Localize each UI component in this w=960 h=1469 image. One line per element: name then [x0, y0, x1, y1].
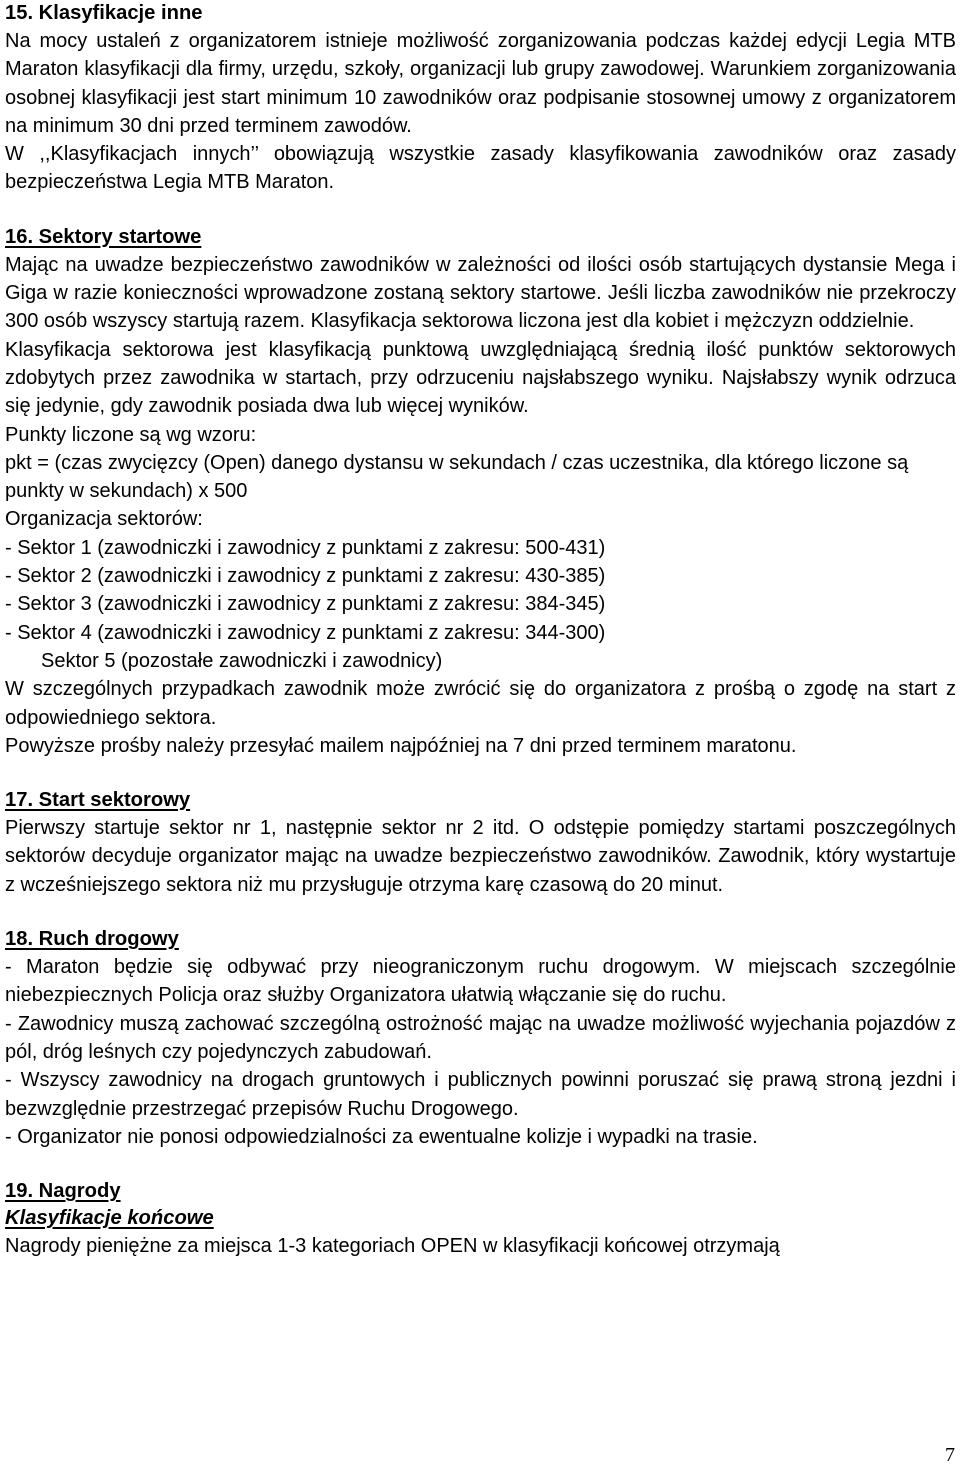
traffic-rule-item: - Organizator nie ponosi odpowiedzialności za ewentualne kolizje i wypadki na trasie. — [5, 1125, 758, 1148]
sector-list-item: - Sektor 4 (zawodniczki i zawodnicy z punktami z zakresu: 344-300) — [5, 621, 606, 644]
section-17-paragraph-1: Pierwszy startuje sektor nr 1, następnie sektor nr 2 itd. O odstępie pomiędzy startami poszczególnych sektorów decyduje organizator mając na uwadze bezpieczeństwo zawodników. Zawodnik, który wystartuje z wcześniejszego sektora niż mu przysługuje otrzyma karę czasową do 20 minut. — [5, 817, 956, 896]
section-16-formula-intro: Punkty liczone są wg wzoru: — [5, 423, 257, 446]
section-16-paragraph-7: Powyższe prośby należy przesyłać mailem najpóźniej na 7 dni przed terminem maratonu. — [5, 734, 797, 757]
sector-list-item: Sektor 5 (pozostałe zawodniczki i zawodnicy) — [41, 649, 443, 672]
document-page — [5, 0, 956, 1260]
section-16-title: 16. Sektory startowe — [5, 225, 202, 248]
section-15-title: 15. Klasyfikacje inne — [5, 2, 203, 24]
section-16-paragraph-1: Mając na uwadze bezpieczeństwo zawodników w zależności od ilości osób startujących dystansie Mega i Giga w razie konieczności wprowadzone zostaną sektory startowe. Jeśli liczba zawodników nie przekroczy 300 osób wszyscy startują razem. Klasyfikacja sektorowa liczona jest dla kobiet i mężczyzn oddzielnie. — [5, 253, 956, 333]
sector-list-item: - Sektor 1 (zawodniczki i zawodnicy z punktami z zakresu: 500-431) — [5, 536, 606, 559]
traffic-rule-item: - Zawodnicy muszą zachować szczególną ostrożność mając na uwadze możliwość wyjechania pojazdów z pól, dróg leśnych czy pojedynczych zabudowań. — [5, 1012, 956, 1063]
page-number: 7 — [945, 1444, 955, 1466]
section-19-subtitle: Klasyfikacje końcowe — [5, 1207, 214, 1230]
section-19-paragraph-1: Nagrody pieniężne za miejsca 1-3 kategoriach OPEN w klasyfikacji końcowej otrzymają — [5, 1235, 780, 1258]
section-15-paragraph-2: W ,,Klasyfikacjach innych’’ obowiązują wszystkie zasady klasyfikowania zawodników oraz zasady bezpieczeństwa Legia MTB Maraton. — [5, 143, 956, 194]
section-16-formula: pkt = (czas zwycięzcy (Open) danego dystansu w sekundach / czas uczestnika, dla którego liczone są punkty w sekundach) x 500 — [5, 451, 909, 503]
section-18-title: 18. Ruch drogowy — [5, 928, 179, 951]
section-16-paragraph-2: Klasyfikacja sektorowa jest klasyfikacją punktową uwzględniającą średnią ilość punktów sektorowych zdobytych przez zawodnika w startach, przy odrzuceniu najsłabszego wyniku. Najsłabszy wynik odrzuca się jedynie, gdy zawodnik posiada dwa lub więcej wyników. — [5, 338, 956, 418]
section-15-paragraph-1: Na mocy ustaleń z organizatorem istnieje możliwość zorganizowania podczas każdej edycji Legia MTB Maraton klasyfikacji dla firmy, urzędu, szkoły, organizacji lub grupy zawodowej. Warunkiem zorganizowania osobnej klasyfikacji jest start minimum 10 zawodników oraz podpisanie stosownej umowy z organizatorem na minimum 30 dni przed terminem zawodów. — [5, 30, 956, 137]
sector-list-item: - Sektor 2 (zawodniczki i zawodnicy z punktami z zakresu: 430-385) — [5, 565, 606, 588]
traffic-rule-item: - Wszyscy zawodnicy na drogach gruntowych i publicznych powinni poruszać się prawą stroną jezdni i bezwzględnie przestrzegać przepisów Ruchu Drogowego. — [5, 1069, 956, 1120]
sector-list-item: - Sektor 3 (zawodniczki i zawodnicy z punktami z zakresu: 384-345) — [5, 593, 606, 616]
traffic-rule-item: - Maraton będzie się odbywać przy nieograniczonym ruchu drogowym. W miejscach szczególnie niebezpiecznych Policja oraz służby Organizatora ułatwią włączanie się do ruchu. — [5, 956, 956, 1007]
section-17-title: 17. Start sektorowy — [5, 789, 191, 812]
section-16-paragraph-6: W szczególnych przypadkach zawodnik może zwrócić się do organizatora z prośbą o zgodę na start z odpowiedniego sektora. — [5, 678, 956, 729]
section-19-title: 19. Nagrody — [5, 1180, 121, 1203]
section-16-sectors-heading: Organizacja sektorów: — [5, 508, 203, 531]
